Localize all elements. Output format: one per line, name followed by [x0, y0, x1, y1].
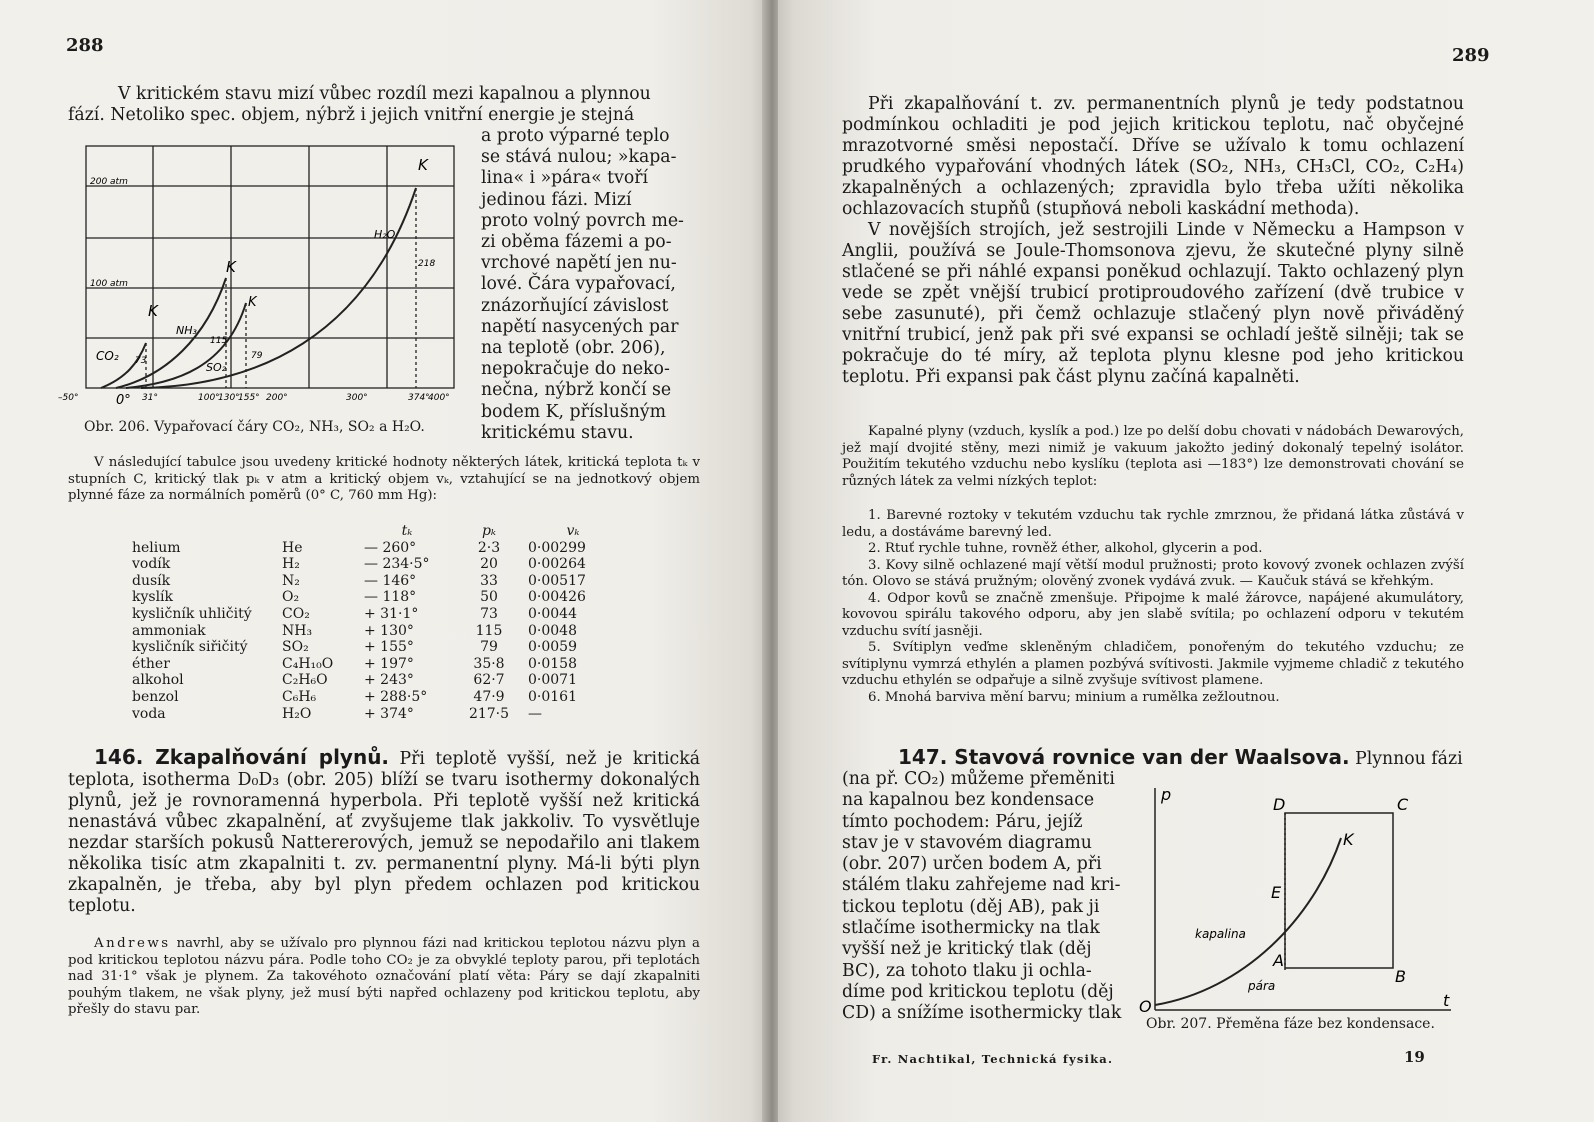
side-line: lové. Čára vypařovací,: [481, 274, 676, 295]
section-147-first: Plynnou fázi: [1355, 749, 1463, 769]
table-cell: — 260°: [364, 539, 417, 556]
table-cell: voda: [132, 705, 166, 722]
table-row: [132, 540, 618, 557]
side-paragraph: [481, 126, 691, 444]
table-row: [132, 672, 618, 689]
section-147-line: na kapalnou bez kondensace: [842, 790, 1095, 811]
table-cell: 0·00517: [528, 572, 586, 589]
table-row: [132, 573, 618, 590]
table-cell: 0·0158: [528, 655, 577, 672]
y-label: 200 atm: [90, 177, 128, 187]
experiment-item: 2. Rtuť rychle tuhne, rovněž éther, alkohol, glycerin a pod.: [868, 541, 1263, 556]
temp-label: 79: [251, 351, 263, 361]
table-cell: kyslík: [132, 589, 174, 606]
section-147-heading: [898, 747, 1498, 770]
intro-line: fází. Netoliko spec. objem, nýbrž i jejich vnitřní energie je stejná: [68, 105, 635, 125]
table-cell: 2·3: [477, 539, 501, 556]
section-147-line: tímto pochodem: Páru, jejíž: [842, 811, 1083, 832]
region-label: pára: [1248, 979, 1276, 993]
table-cell: 47·9: [473, 688, 505, 705]
x-tick: 300°: [346, 393, 368, 403]
paragraph: V novějších strojích, jež sestrojili Linde v Německu a Hampson v Anglii, používá se Joule-Thomsonova zjevu, že skutečné plyny silně stlačené se při náhlé expansi poněkud ochlazují. Takto ochlazený plyn vede se zpět vnější trubicí protiproudového zařízení (dvě trubice v sebe zasunuté), při čemž ochlazuje stlačený plyn nově přiváděný vnitřní trubicí, jenž pak při své expansi se ochladí ještě silněji; tak se pokračuje do té míry, až teplota plynu klesne pod jeho kritickou teplotu. Při expansi pak část plynu začíná kapalněti.: [842, 220, 1464, 387]
region-label: kapalina: [1195, 927, 1246, 941]
axis-label: O: [1139, 997, 1152, 1016]
experiment-item: 5. Svítiplyn veďme skleněným chladičem, ponořeným do tekutého vzduchu; ze svítiplynu vymrzá ethylén a plamen pozbývá svítivosti. Jakmile vyjmeme chladič z tekutého vzduchu ethylén se odpařuje a silně zvyšuje svítivost plamene.: [842, 640, 1464, 688]
andrews-note: [68, 936, 700, 1019]
section-147-line: díme pod kritickou teplotu (děj: [842, 981, 1114, 1002]
section-147-line: stálém tlaku zahřejeme nad kri-: [842, 875, 1121, 896]
y-label: 100 atm: [90, 279, 128, 289]
table-cell: C₆H₆: [282, 688, 317, 705]
table-cell: —: [528, 705, 542, 722]
table-cell: + 197°: [364, 655, 414, 672]
section-147-line: CD) a snížíme isothermicky tlak: [842, 1003, 1122, 1024]
table-cell: 73: [480, 605, 498, 622]
table-cell: 0·0161: [528, 688, 577, 705]
axis-label: p: [1161, 785, 1172, 804]
footer-author: Fr. Nachtikal, Technická fysika.: [872, 1052, 1114, 1066]
point-label: K: [1343, 830, 1354, 849]
table-cell: éther: [132, 655, 170, 672]
table-cell: 0·00299: [528, 539, 586, 556]
side-line: zi oběma fázemi a po-: [481, 232, 672, 253]
vapor-pressure-figure: [56, 138, 476, 428]
point-label: C: [1397, 795, 1409, 814]
andrews-name: Andrews: [94, 936, 171, 951]
x-tick: –50°: [58, 393, 79, 403]
point-label: K: [418, 156, 428, 174]
side-line: vrchové napětí jen nu-: [481, 253, 677, 274]
table-intro: V následující tabulce jsou uvedeny kritické hodnoty některých látek, kritická teplota tₖ v stupních C, kritický tlak pₖ v atm a kritický objem vₖ, vztahující se na jednotkový objem plynné fáze za normálních poměrů (0° C, 760 mm Hg):: [68, 455, 700, 503]
experiment-item: 4. Odpor kovů se značně zmenšuje. Připojme k malé žárovce, napájené akumulátory, kovovou spirálu takového odporu, aby jen slabě svítila; po ochlazení odporu v tekutém vzduchu svítí jasněji.: [842, 590, 1464, 639]
section-147-line: tickou teplotu (děj AB), pak ji: [842, 896, 1100, 917]
table-cell: kysličník uhličitý: [132, 605, 252, 622]
side-line: nepokračuje do neko-: [481, 359, 670, 380]
table-cell: + 31·1°: [364, 605, 419, 622]
point-label: K: [248, 295, 257, 310]
side-line: lina« i »pára« tvoří: [481, 168, 649, 189]
side-line: napětí nasycených par: [481, 316, 679, 337]
section-147-title: 147. Stavová rovnice van der Waalsova.: [898, 745, 1350, 769]
critical-values-table: [132, 523, 618, 722]
x-tick: 400°: [428, 393, 450, 403]
table-row: [132, 589, 618, 606]
table-cell: + 243°: [364, 672, 414, 689]
table-cell: 33: [480, 572, 498, 589]
right-page: [778, 0, 1594, 1122]
table-header-cell: pₖ: [481, 523, 497, 539]
table-cell: — 118°: [364, 589, 417, 606]
experiment-item: 6. Mnohá barviva mění barvu; minium a rumělka zežloutnou.: [868, 689, 1280, 705]
x-tick: 374°: [408, 393, 430, 403]
temp-label: 115: [210, 336, 228, 346]
table-cell: 62·7: [473, 672, 505, 689]
table-cell: + 155°: [364, 639, 414, 656]
figure-caption: Obr. 206. Vypařovací čáry CO₂, NH₃, SO₂ a H₂O.: [84, 419, 425, 435]
table-cell: 217·5: [468, 705, 510, 722]
table-header-row: [132, 523, 618, 540]
table-cell: He: [282, 539, 303, 556]
table-cell: C₂H₆O: [282, 672, 328, 689]
table-cell: 35·8: [473, 655, 505, 672]
table-cell: 115: [475, 622, 503, 639]
x-tick: 100°: [198, 393, 220, 403]
left-page: [0, 0, 766, 1122]
table-cell: + 288·5°: [364, 688, 428, 705]
point-label: K: [226, 258, 236, 276]
table-cell: 0·0048: [528, 622, 577, 639]
curve-label: H₂O: [374, 228, 396, 241]
table-cell: + 374°: [364, 705, 414, 722]
point-label: D: [1273, 795, 1286, 814]
side-line: bodem K, příslušným: [481, 401, 667, 422]
x-tick: 31°: [142, 393, 158, 403]
table-row: [132, 639, 618, 656]
side-line: na teplotě (obr. 206),: [481, 338, 666, 359]
figure-caption: Obr. 207. Přeměna fáze bez kondensace.: [1146, 1016, 1435, 1032]
point-label: E: [1271, 883, 1282, 902]
table-header-cell: [132, 523, 282, 540]
table-cell: 0·00426: [528, 589, 586, 606]
curve-label: SO₂: [206, 361, 227, 374]
footer-sheet-number: 19: [1404, 1048, 1425, 1066]
table-cell: dusík: [132, 572, 171, 589]
table-cell: alkohol: [132, 672, 184, 689]
table-cell: H₂O: [282, 705, 312, 722]
section-146-title: 146. Zkapalňování plynů.: [94, 745, 390, 769]
point-label: K: [148, 302, 158, 320]
section-147-line: stav je v stavovém diagramu: [842, 832, 1092, 853]
section-147-line: (obr. 207) určen bodem A, při: [842, 854, 1102, 875]
table-row: [132, 706, 618, 723]
experiment-item: 1. Barevné roztoky v tekutém vzduchu tak rychle zmrznou, že přidaná látka zůstává v ledu, a dostáváme barevný led.: [842, 508, 1464, 540]
table-row: [132, 623, 618, 640]
point-label: A: [1273, 951, 1284, 970]
table-header-cell: tₖ: [401, 523, 413, 539]
side-line: jedinou fázi. Mizí: [481, 189, 632, 210]
paragraph: Při zkapalňování t. zv. permanentních plynů je tedy podstatnou podmínkou ochladiti je pod jejich kritickou teplotu, nač obyčejné mrazotvorné směsi nepostačí. Dříve se užívalo k tomu ochlazení prudkého vypařování vhodných látek (SO₂, NH₃, CH₃Cl, CO₂, C₂H₄) zkapalněných a ochlazených; zpravidla bylo třeba užíti několika ochlazovacích stupňů (stupňová neboli kaskádní methoda).: [842, 94, 1464, 219]
table-cell: ammoniak: [132, 622, 206, 639]
section-147-line: (na př. CO₂) můžeme přeměniti: [842, 769, 1115, 789]
table-row: [132, 689, 618, 706]
section-147-line: BC), za tohoto tlaku ji ochla-: [842, 960, 1092, 981]
side-line: a proto výparné teplo: [481, 126, 670, 146]
table-header-cell: [282, 523, 364, 540]
table-cell: N₂: [282, 572, 300, 589]
table-cell: — 234·5°: [364, 556, 430, 573]
table-cell: 50: [480, 589, 498, 606]
experiments-list: [842, 508, 1464, 706]
table-cell: SO₂: [282, 639, 309, 656]
temp-label: 73: [135, 356, 147, 366]
section-147-text: [842, 769, 1128, 1025]
side-line: znázorňující závislost: [481, 295, 669, 316]
table-cell: O₂: [282, 589, 300, 606]
table-cell: + 130°: [364, 622, 414, 639]
side-line: se stává nulou; »kapa-: [481, 147, 677, 168]
table-cell: CO₂: [282, 605, 310, 622]
section-146-text: Při teplotě vyšší, než je kritická teplota, isotherma D₀D₃ (obr. 205) blíží se tvaru isothermy dokonalých plynů, jež je rovnoramenná hyperbola. Při teplotě vyšší než kritická nenastává vůbec zkapalnění, ať zvyšujeme tlak jakkoliv. To vysvětluje nezdar starších pokusů Nattererových, jemuž se nepodařilo ani tlakem několika tisíc atm zkapalniti t. zv. permanentní plyny. Má-li býti plyn zkapalněn, je třeba, aby byl plyn předem ochlazen pod kritickou teplotu.: [68, 749, 700, 916]
axis-label: t: [1443, 991, 1450, 1010]
page-number: 289: [1452, 45, 1490, 66]
phase-change-figure: [1133, 780, 1463, 1025]
curve-label: NH₃: [176, 324, 197, 337]
table-cell: vodík: [132, 556, 171, 573]
point-label: B: [1395, 967, 1406, 986]
side-line: proto volný povrch me-: [481, 210, 684, 231]
table-header-cell: vₖ: [566, 523, 580, 539]
table-row: [132, 556, 618, 573]
page-number: 288: [66, 35, 104, 56]
x-tick: 155°: [238, 393, 260, 403]
x-tick: 0°: [116, 393, 131, 408]
section-147-line: vyšší než je kritický tlak (děj: [842, 939, 1092, 960]
table-cell: 0·00264: [528, 556, 586, 573]
intro-line: V kritickém stavu mizí vůbec rozdíl mezi kapalnou a plynnou: [118, 84, 651, 104]
table-cell: 0·0059: [528, 639, 577, 656]
table-cell: 0·0044: [528, 605, 577, 622]
table-cell: 79: [480, 639, 498, 656]
table-cell: C₄H₁₀O: [282, 655, 334, 672]
experiment-item: 3. Kovy silně ochlazené mají větší modul pružnosti; proto kovový zvonek ochlazen zvýší tón. Olovo se stává pružným; olověný zvonek vydává zvuk. — Kaučuk stává se křehkým.: [842, 557, 1464, 589]
table-cell: H₂: [282, 556, 300, 573]
andrews-text: navrhl, aby se užívalo pro plynnou fázi nad kritickou teplotou názvu plyn a pod kritickou teplotou názvu pára. Podle toho CO₂ je za obvyklé teploty parou, při teplotách nad 31·1° však je plynem. Za takovéhoto označování platí věta: Páry se dají zkapalniti pouhým tlakem, ne však plyny, jež musí býti napřed ochlazeny pod kritickou teplotu, aby přešly do stavu par.: [68, 936, 700, 1017]
x-tick: 130°: [218, 393, 240, 403]
table-cell: — 146°: [364, 572, 417, 589]
side-line: nečna, nýbrž končí se: [481, 380, 672, 401]
table-cell: NH₃: [282, 622, 313, 639]
small-intro: Kapalné plyny (vzduch, kyslík a pod.) lze po delší dobu chovati v nádobách Dewarových, jež mají dvojité stěny, mezi nimiž je vakuum jakožto jediný dokonalý tepelný isolátor. Použitím tekutého vzduchu nebo kyslíku (teplota asi —183°) lze demonstrovati chování se různých látek za velmi nízkých teplot:: [842, 424, 1464, 489]
table-cell: 20: [480, 556, 498, 573]
curve-label: CO₂: [96, 349, 119, 363]
side-line: kritickému stavu.: [481, 422, 634, 443]
x-tick: 200°: [266, 393, 288, 403]
table-cell: benzol: [132, 688, 179, 705]
table-cell: helium: [132, 539, 181, 556]
table-row: [132, 656, 618, 673]
section-147-line: stlačíme isothermicky na tlak: [842, 918, 1100, 939]
table-cell: kysličník siřičitý: [132, 639, 248, 656]
table-row: [132, 606, 618, 623]
section-146: [68, 747, 700, 917]
table-cell: 0·0071: [528, 672, 577, 689]
temp-label: 218: [418, 259, 436, 269]
